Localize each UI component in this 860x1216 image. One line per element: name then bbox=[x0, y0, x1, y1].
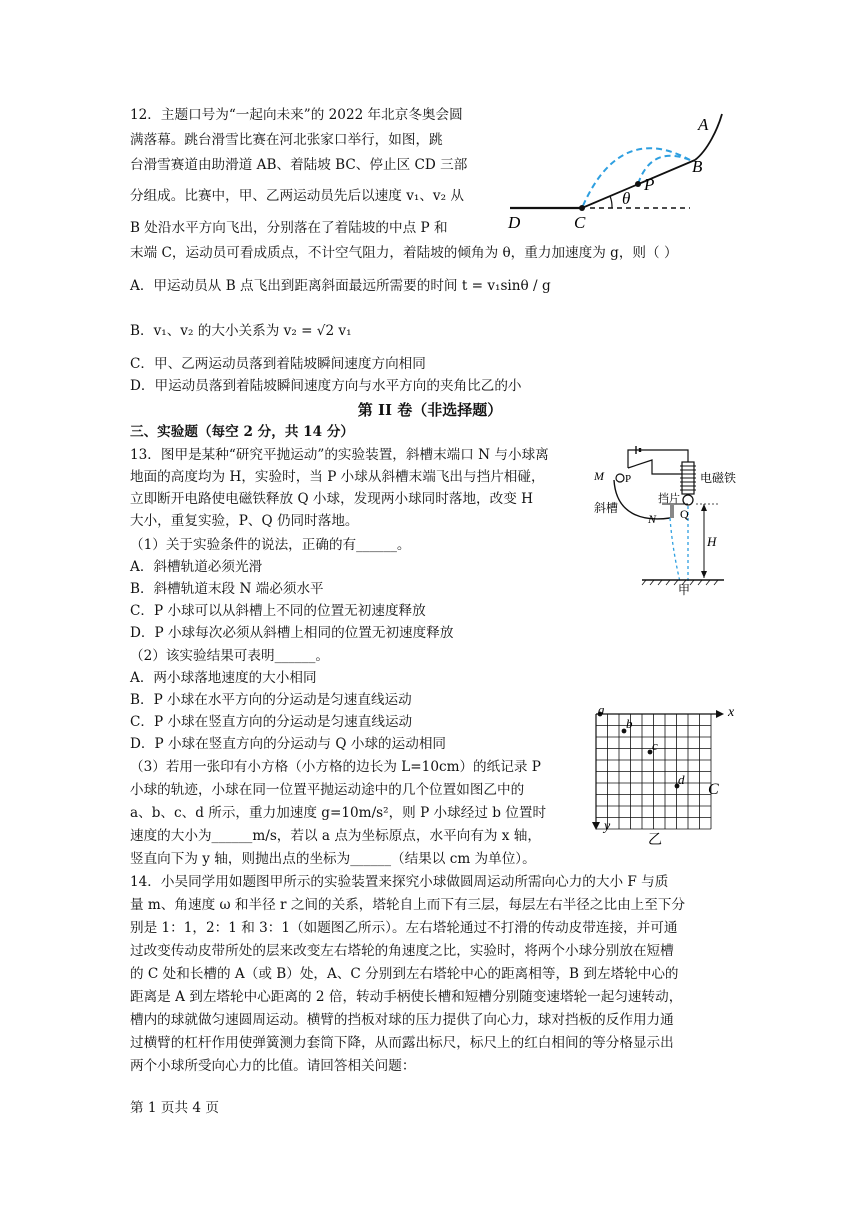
ball-p bbox=[616, 474, 624, 482]
q13-intro-2: 地面的高度均为 H，实验时，当 P 小球从斜槽末端飞出与挡片相碰， bbox=[130, 469, 545, 485]
q14-line-6: 距离是 A 到左塔轮中心距离的 2 倍，转动手柄使长槽和短槽分别随变速塔轮一起匀速转动， bbox=[130, 989, 683, 1005]
label-m: M bbox=[594, 469, 604, 483]
q14-line-2: 量 m、角速度 ω 和半径 r 之间的关系，塔轮自上而下有三层，每层左右半径之比由上至下分 bbox=[130, 897, 686, 913]
p-trajectory bbox=[670, 518, 680, 582]
label-y: y bbox=[604, 819, 611, 834]
label-q: Q bbox=[680, 507, 689, 521]
q12-option-a: A．甲运动员从 B 点飞出到距离斜面最远所需要的时间 t = v₁sinθ / g bbox=[130, 278, 551, 294]
q12-line-3: 台滑雪赛道由助滑道 AB、着陆坡 BC、停止区 CD 三部 bbox=[130, 157, 468, 173]
q13-p1-option-b: B．斜槽轨道末段 N 端必须水平 bbox=[130, 581, 324, 597]
label-a: A bbox=[698, 115, 709, 134]
q12-line-2: 满落幕。跳台滑雪比赛在河北张家口举行，如图，跳 bbox=[130, 132, 443, 148]
label-c: C bbox=[574, 213, 586, 230]
q14-line-9: 两个小球所受向心力的比值。请回答相关问题： bbox=[130, 1058, 416, 1074]
q13-p2-option-a: A．两小球落地速度的大小相同 bbox=[130, 670, 317, 686]
trajectory-v2 bbox=[582, 148, 690, 208]
point-c-dot bbox=[579, 205, 585, 211]
q13-part-2: （2）该实验结果可表明______。 bbox=[130, 648, 329, 664]
label-b: B bbox=[692, 157, 703, 176]
label-a-yi: a bbox=[598, 702, 605, 717]
label-p-jia: P bbox=[625, 473, 632, 485]
height-arrow-bottom bbox=[701, 571, 707, 578]
q13-p2-option-c: C．P 小球在竖直方向的分运动是匀速直线运动 bbox=[130, 714, 413, 730]
label-b-yi: b bbox=[626, 716, 633, 731]
q14-line-5: 的 C 处和长槽的 A（或 B）处，A、C 分别到左右塔轮中心的距离相等，B 到左塔轮中心的 bbox=[130, 966, 679, 982]
q13-p3-line-1: （3）若用一张印有小方格（小方格的边长为 L=10cm）的纸记录 P bbox=[130, 759, 541, 775]
q13-part-1: （1）关于实验条件的说法，正确的有______。 bbox=[130, 537, 411, 553]
q13-p3-line-3: a、b、c、d 所示，重力加速度 g=10m/s²，则 P 小球经过 b 位置时 bbox=[130, 805, 547, 821]
q14-line-1: 14．小吴同学用如题图甲所示的实验装置来探究小球做圆周运动所需向心力的大小 F 与质 bbox=[130, 874, 669, 890]
q13-p1-option-d: D．P 小球每次必须从斜槽上相同的位置无初速度释放 bbox=[130, 625, 454, 641]
q14-line-8: 过横臂的杠杆作用使弹簧测力套筒下降，从而露出标尺，标尺上的红白相间的等分格显示出 bbox=[130, 1035, 674, 1051]
q13-intro-3: 立即断开电路使电磁铁释放 Q 小球，发现两小球同时落地，改变 H bbox=[130, 491, 533, 507]
q13-p3-line-5: 竖直向下为 y 轴，则抛出点的坐标为______（结果以 cm 为单位）。 bbox=[130, 851, 536, 867]
label-dianci: 电磁铁 bbox=[700, 471, 737, 485]
electromagnet-coil bbox=[680, 466, 696, 490]
label-theta: θ bbox=[622, 189, 631, 208]
q13-p2-option-b: B．P 小球在水平方向的分运动是匀速直线运动 bbox=[130, 692, 412, 708]
label-d: D bbox=[508, 213, 521, 230]
page-footer: 第 1 页共 4 页 bbox=[130, 1100, 219, 1116]
label-p: P bbox=[644, 175, 655, 194]
q14-line-4: 过改变传动皮带所处的层来改变左右塔轮的角速度之比，实验时，将两个小球分别放在短槽 bbox=[130, 943, 674, 959]
ski-jump-figure bbox=[500, 108, 740, 230]
apparatus-figure bbox=[592, 444, 782, 596]
q12-line-6: 末端 C，运动员可看成质点，不计空气阻力，着陆坡的倾角为 θ，重力加速度为 g，则（ ） bbox=[130, 245, 678, 261]
q13-intro-4: 大小，重复实验，P、Q 仍同时落地。 bbox=[130, 513, 359, 529]
section-iii-heading: 三、实验题（每空 2 分，共 14 分） bbox=[130, 424, 355, 440]
q13-intro-1: 13．图甲是某种“研究平抛运动”的实验装置，斜槽末端口 N 与小球离 bbox=[130, 447, 549, 463]
q14-line-3: 别是 1：1，2：1 和 3：1（如题图乙所示）。左右塔轮通过不打滑的传动皮带连接，并可通 bbox=[130, 920, 678, 936]
height-arrow-top bbox=[701, 504, 707, 511]
label-n: N bbox=[648, 512, 657, 526]
label-xiecao: 斜槽 bbox=[594, 501, 619, 515]
q12-line-1: 12．主题口号为“一起向未来”的 2022 年北京冬奥会圆 bbox=[130, 107, 463, 123]
label-c-yi: c bbox=[652, 738, 658, 753]
caption-yi: 乙 bbox=[648, 832, 662, 848]
label-h: H bbox=[707, 534, 717, 549]
label-dangpian: 挡片 bbox=[658, 492, 680, 505]
caption-jia: 甲 bbox=[678, 583, 691, 596]
q12-option-d: D．甲运动员落到着陆坡瞬间速度方向与水平方向的夹角比乙的小 bbox=[130, 378, 522, 394]
x-axis-arrow bbox=[716, 710, 724, 718]
circuit-wire-mid bbox=[628, 460, 682, 474]
label-d-yi: d bbox=[678, 772, 685, 787]
grid-lines bbox=[596, 714, 711, 829]
baffle bbox=[670, 504, 674, 518]
q12-option-c: C．甲、乙两运动员落到着陆坡瞬间速度方向相同 bbox=[130, 356, 426, 372]
q13-p1-option-c: C．P 小球可以从斜槽上不同的位置无初速度释放 bbox=[130, 603, 426, 619]
angle-arc bbox=[610, 196, 612, 208]
section-ii-title: 第 II 卷（非选择题） bbox=[357, 401, 503, 419]
q13-p1-option-a: A．斜槽轨道必须光滑 bbox=[130, 559, 263, 575]
label-c-right: C bbox=[708, 781, 719, 798]
q14-line-7: 槽内的球就做匀速圆周运动。横臂的挡板对球的压力提供了向心力，球对挡板的反作用力通 bbox=[130, 1012, 674, 1028]
grid-figure bbox=[584, 700, 744, 850]
q12-line-5: B 处沿水平方向飞出，分别落在了着陆坡的中点 P 和 bbox=[130, 220, 448, 236]
point-p-dot bbox=[635, 181, 641, 187]
q13-p3-line-2: 小球的轨迹，小球在同一位置平抛运动途中的几个位置如图乙中的 bbox=[130, 782, 525, 798]
label-x: x bbox=[728, 705, 735, 720]
q12-line-4: 分组成。比赛中，甲、乙两运动员先后以速度 v₁、v₂ 从 bbox=[130, 188, 464, 204]
q12-option-b: B．v₁、v₂ 的大小关系为 v₂ = √2 v₁ bbox=[130, 323, 352, 339]
q13-p2-option-d: D．P 小球在竖直方向的分运动与 Q 小球的运动相同 bbox=[130, 736, 447, 752]
q13-p3-line-4: 速度的大小为______m/s，若以 a 点为坐标原点，水平向有为 x 轴， bbox=[130, 828, 541, 844]
